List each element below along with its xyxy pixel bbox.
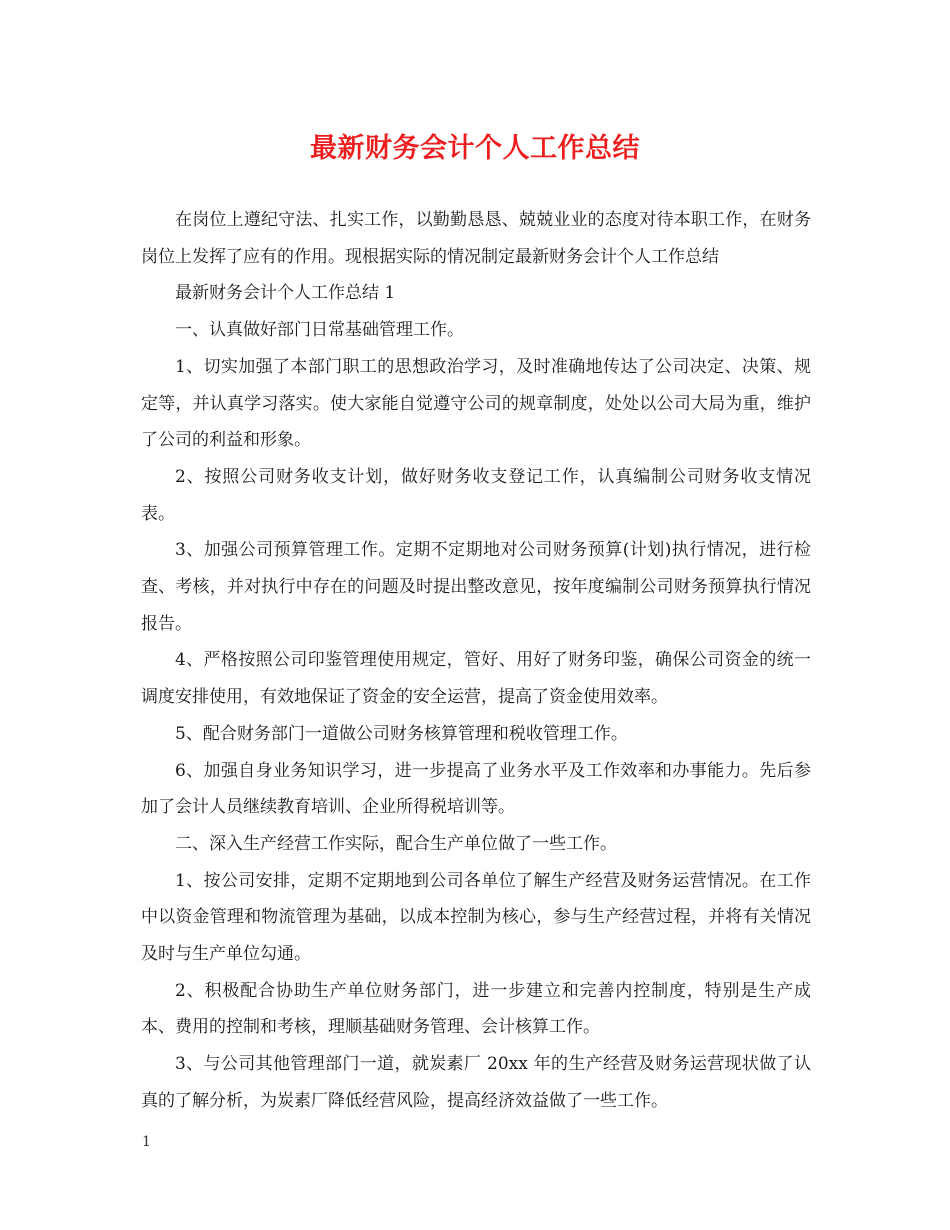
document-body	[141, 202, 811, 1120]
paragraph: 3、加强公司预算管理工作。定期不定期地对公司财务预算(计划)执行情况，进行检查、考核，并对执行中存在的问题及时提出整改意见，按年度编制公司财务预算执行情况报告。	[141, 540, 811, 634]
paragraph: 二、深入生产经营工作实际，配合生产单位做了一些工作。	[175, 833, 617, 854]
paragraph: 2、积极配合协助生产单位财务部门，进一步建立和完善内控制度，特别是生产成本、费用的控制和考核，理顺基础财务管理、会计核算工作。	[141, 980, 811, 1038]
paragraph: 一、认真做好部门日常基础管理工作。	[175, 320, 464, 341]
paragraph: 最新财务会计个人工作总结 1	[175, 283, 396, 304]
paragraph: 在岗位上遵纪守法、扎实工作，以勤勤恳恳、兢兢业业的态度对待本职工作，在财务岗位上发挥了应有的作用。现根据实际的情况制定最新财务会计个人工作总结	[141, 210, 811, 267]
paragraph: 4、严格按照公司印鉴管理使用规定，管好、用好了财务印鉴，确保公司资金的统一调度安排使用，有效地保证了资金的安全运营，提高了资金使用效率。	[141, 650, 811, 708]
document-title: 最新财务会计个人工作总结	[310, 133, 640, 164]
paragraph: 1、切实加强了本部门职工的思想政治学习，及时准确地传达了公司决定、决策、规定等，并认真学习落实。使大家能自觉遵守公司的规章制度，处处以公司大局为重，维护了公司的利益和形象。	[141, 356, 811, 451]
paragraph: 6、加强自身业务知识学习，进一步提高了业务水平及工作效率和办事能力。先后参加了会计人员继续教育培训、企业所得税培训等。	[141, 760, 811, 818]
paragraph: 2、按照公司财务收支计划，做好财务收支登记工作，认真编制公司财务收支情况表。	[141, 466, 811, 524]
paragraph: 1、按公司安排，定期不定期地到公司各单位了解生产经营及财务运营情况。在工作中以资金管理和物流管理为基础，以成本控制为核心，参与生产经营过程，并将有关情况及时与生产单位勾通。	[141, 870, 811, 965]
page-number: 1	[142, 1134, 151, 1150]
paragraph: 5、配合财务部门一道做公司财务核算管理和税收管理工作。	[175, 723, 628, 744]
paragraph: 3、与公司其他管理部门一道，就炭素厂 20xx 年的生产经营及财务运营现状做了认真的了解分析，为炭素厂降低经营风险，提高经济效益做了一些工作。	[141, 1054, 811, 1111]
